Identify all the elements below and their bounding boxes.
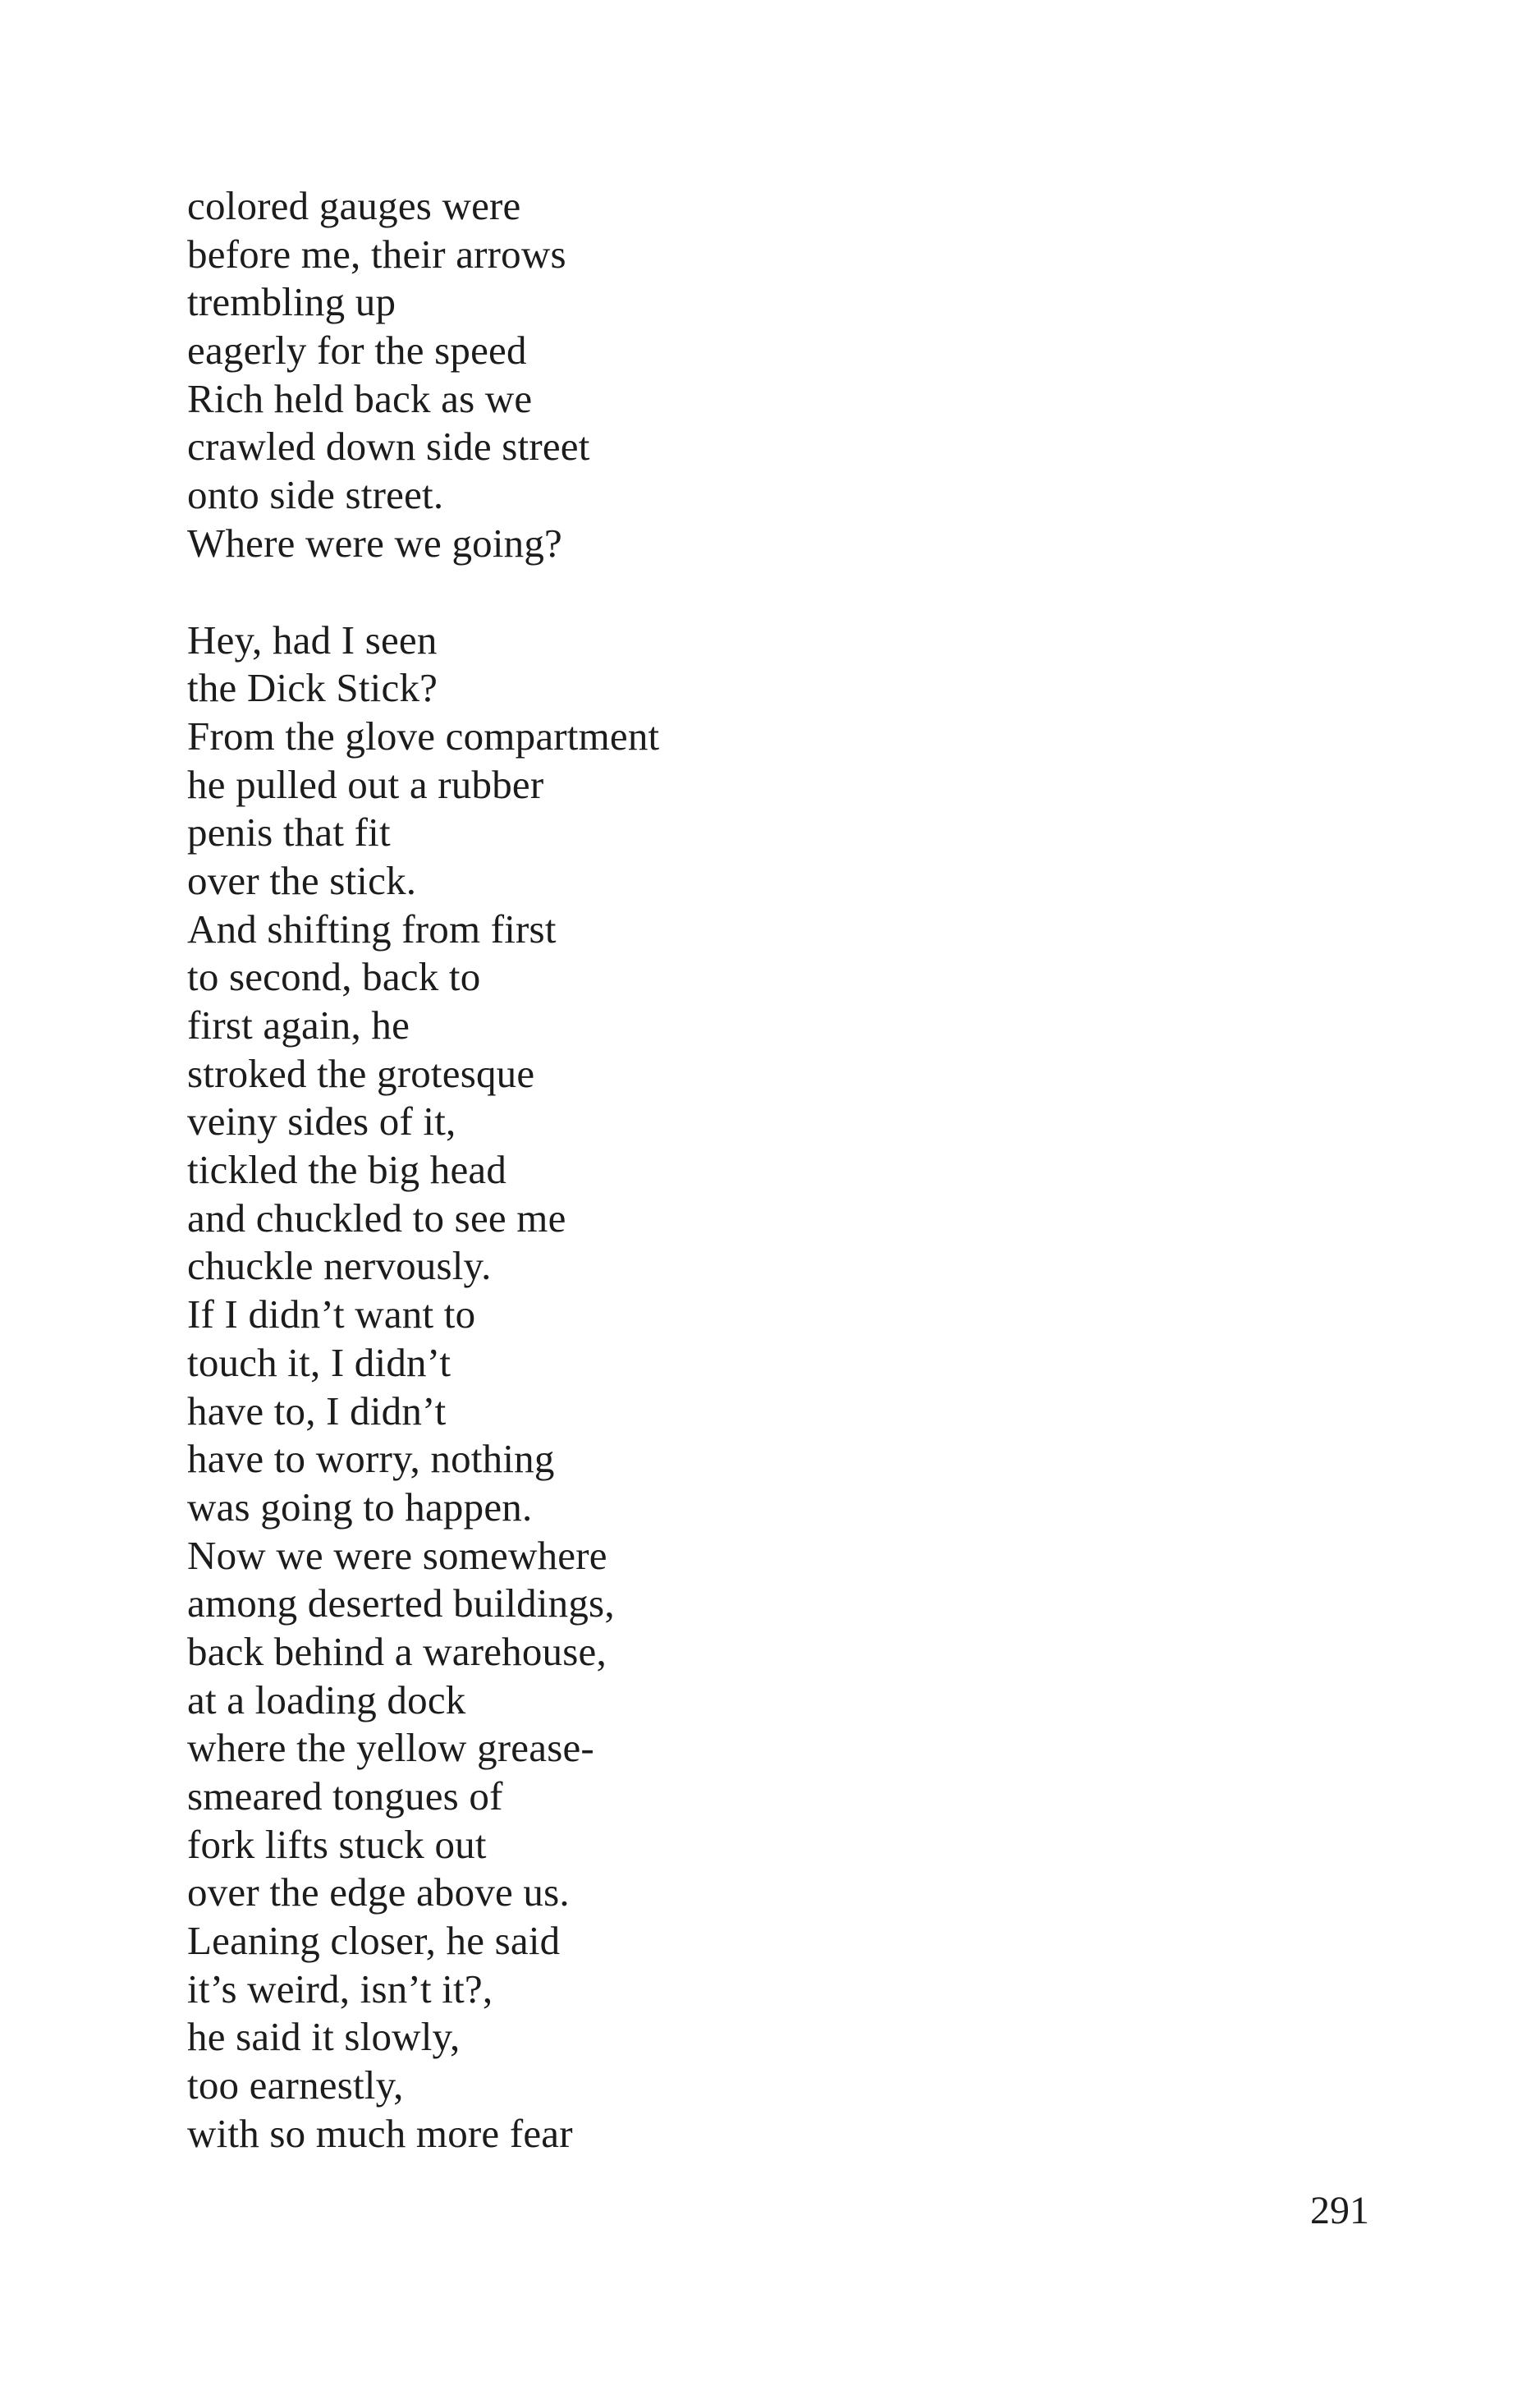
poem-line: eagerly for the speed [187, 328, 527, 374]
poem-line: Hey, had I seen [187, 617, 438, 663]
poem-line: fork lifts stuck out [187, 1821, 487, 1867]
stanza-1 [187, 182, 1254, 568]
poem-line: Now we were somewhere [187, 1532, 607, 1578]
poem-line: veiny sides of it, [187, 1099, 456, 1144]
poem-line: Leaning closer, he said [187, 1918, 561, 1964]
stanza-2 [187, 617, 1254, 2158]
poem-line: over the stick. [187, 857, 417, 903]
poem-line: penis that fit [187, 810, 391, 855]
poem-line: And shifting from first [187, 906, 557, 952]
poem-line: was going to happen. [187, 1484, 533, 1530]
poem-line: he pulled out a rubber [187, 761, 544, 807]
poem-line: trembling up [187, 279, 396, 325]
poem-line: among deserted buildings, [187, 1580, 615, 1626]
poem-line: colored gauges were [187, 183, 521, 228]
poem-line: he said it slowly, [187, 2014, 461, 2060]
poem-line: crawled down side street [187, 424, 590, 470]
poem-line: smeared tongues of [187, 1773, 503, 1819]
poem-line: it’s weird, isn’t it?, [187, 1966, 493, 2011]
poem-line: chuckle nervously. [187, 1243, 492, 1289]
poem-line: over the edge above us. [187, 1869, 570, 1915]
poem-line: at a loading dock [187, 1677, 466, 1722]
poem-line: If I didn’t want to [187, 1291, 476, 1337]
poem-line: Where were we going? [187, 520, 563, 566]
poem-line: From the glove compartment [187, 713, 660, 759]
poem-line: before me, their arrows [187, 231, 566, 277]
poem-line: with so much more fear [187, 2110, 573, 2156]
poem-line: stroked the grotesque [187, 1050, 535, 1096]
poem-line: Rich held back as we [187, 375, 533, 421]
poem-line: too earnestly, [187, 2062, 404, 2108]
poem-line: first again, he [187, 1002, 410, 1048]
poem-body [187, 182, 1254, 2158]
poem-line: back behind a warehouse, [187, 1628, 607, 1674]
poem-line: the Dick Stick? [187, 665, 438, 711]
poem-line: onto side street. [187, 472, 444, 518]
poem-line: tickled the big head [187, 1147, 507, 1193]
page-number: 291 [1310, 2189, 1369, 2232]
poem-line: where the yellow grease- [187, 1725, 594, 1771]
poem-line: have to worry, nothing [187, 1436, 555, 1482]
poem-line: touch it, I didn’t [187, 1339, 451, 1385]
poem-line: to second, back to [187, 954, 481, 1000]
poem-line: have to, I didn’t [187, 1388, 447, 1433]
poem-line: and chuckled to see me [187, 1195, 566, 1241]
